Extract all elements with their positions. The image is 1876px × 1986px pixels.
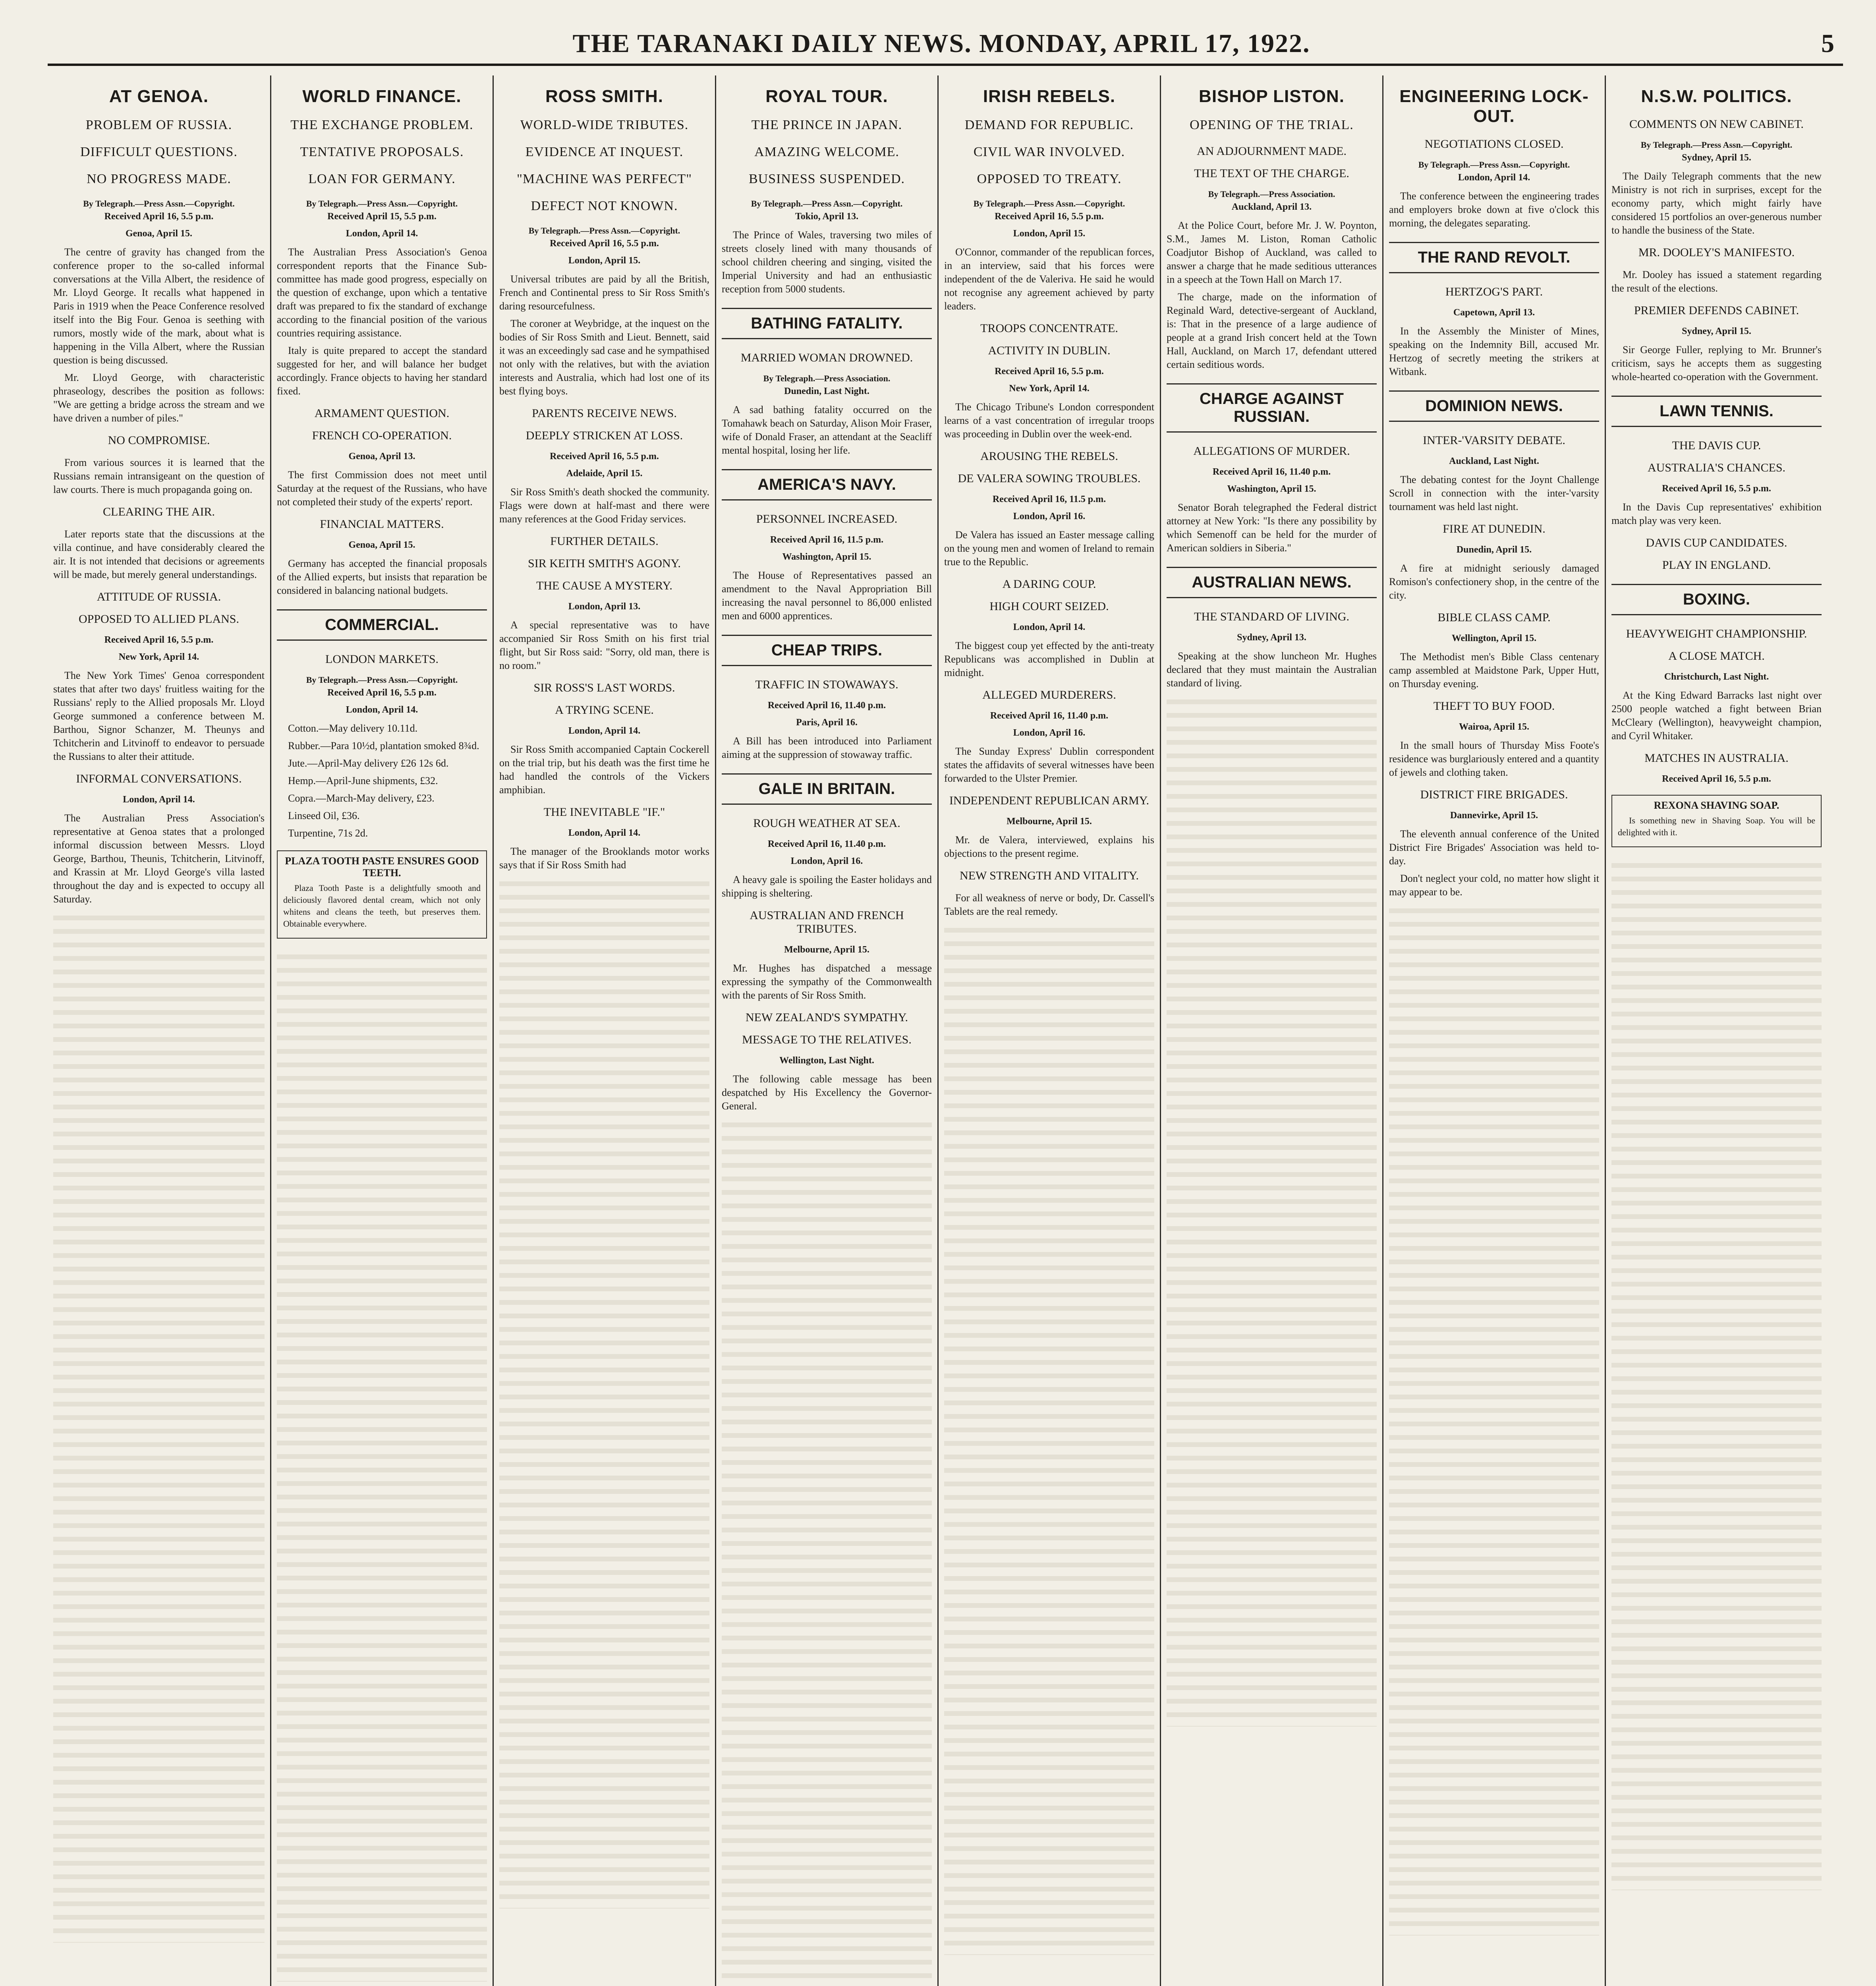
paragraph: The Sunday Express' Dublin correspondent states the affidavits of several witnesses have been forwarded to the Ulster Premier.: [944, 746, 1154, 784]
paragraph: The Daily Telegraph comments that the new Ministry is not rich in surprises, except for the economy party, which might fairly have considered 15 portfolios an over-generous number to handle the business of the State.: [1611, 170, 1822, 236]
section-heading: A CLOSE MATCH.: [1668, 649, 1765, 663]
column-headline: BISHOP LISTON.: [1199, 87, 1345, 106]
section-heading: ATTITUDE OF RUSSIA.: [97, 590, 221, 603]
boxed-headline: CHARGE AGAINST RUSSIAN.: [1167, 383, 1377, 433]
section-heading: INTER-'VARSITY DEBATE.: [1423, 434, 1565, 447]
column-7: [1382, 75, 1605, 1986]
paragraph: Turpentine, 71s 2d.: [288, 827, 368, 839]
section-heading: THE DAVIS CUP.: [1672, 439, 1761, 452]
section-heading: PERSONNEL INCREASED.: [756, 512, 898, 525]
dateline: Sydney, April 13.: [1237, 632, 1306, 643]
dateline: London, April 16.: [790, 856, 863, 866]
dateline: Wellington, April 15.: [1451, 633, 1537, 643]
subheading: DEMAND FOR REPUBLIC.: [964, 118, 1134, 132]
byline: By Telegraph.—Press Assn.—Copyright.: [1418, 160, 1570, 170]
advertisement-heading: PLAZA TOOTH PASTE ENSURES GOOD TEETH.: [285, 855, 479, 879]
dateline: Received April 16, 5.5 p.m.: [1662, 483, 1771, 494]
section-heading: BIBLE CLASS CAMP.: [1437, 611, 1551, 624]
subheading: DEFECT NOT KNOWN.: [531, 199, 678, 213]
masthead: [48, 29, 1835, 64]
subheading: LOAN FOR GERMANY.: [308, 172, 456, 186]
section-heading: MATCHES IN AUSTRALIA.: [1644, 752, 1789, 765]
dateline: Received April 16, 11.40 p.m.: [1212, 467, 1331, 477]
subheading: TENTATIVE PROPOSALS.: [300, 145, 464, 159]
dateline: Tokio, April 13.: [795, 211, 859, 222]
dateline: New York, April 14.: [1009, 383, 1090, 394]
dateline: Received April 15, 5.5 p.m.: [327, 211, 437, 222]
dateline: Sydney, April 15.: [1682, 326, 1751, 336]
continued-text-block: [1167, 694, 1377, 1727]
dateline: Dunedin, April 15.: [1456, 545, 1532, 555]
section-heading: HIGH COURT SEIZED.: [989, 600, 1109, 613]
dateline: London, April 16.: [1013, 728, 1086, 738]
dateline: London, April 14.: [1458, 172, 1530, 183]
subheading: OPPOSED TO TREATY.: [977, 172, 1122, 186]
section-heading: HEAVYWEIGHT CHAMPIONSHIP.: [1626, 627, 1807, 640]
paragraph: At the Police Court, before Mr. J. W. Poynton, S.M., James M. Liston, Roman Catholic Coadjutor Bishop of Auckland, was called to answer a charge that he made seditious utterances in a speech at the Town Hall on March 17.: [1167, 220, 1377, 285]
column-headline: ROYAL TOUR.: [765, 87, 888, 106]
dateline: Received April 16, 5.5 p.m.: [327, 688, 437, 698]
column-1: [48, 75, 270, 1986]
paragraph: Jute.—April-May delivery £26 12s 6d.: [288, 757, 449, 769]
section-heading: PLAY IN ENGLAND.: [1662, 558, 1771, 572]
section-heading: THE INEVITABLE "IF.": [543, 806, 665, 819]
section-heading: SIR ROSS'S LAST WORDS.: [533, 681, 675, 694]
byline: By Telegraph.—Press Association.: [763, 373, 891, 383]
section-heading: A TRYING SCENE.: [555, 703, 654, 717]
dateline: Received April 16, 11.5 p.m.: [992, 494, 1106, 504]
boxed-headline: CHEAP TRIPS.: [722, 635, 932, 666]
masthead-title: THE TARANAKI DAILY NEWS. MONDAY, APRIL 17, 1922.: [572, 29, 1310, 58]
section-heading: ALLEGATIONS OF MURDER.: [1193, 444, 1350, 458]
paragraph: Rubber.—Para 10½d, plantation smoked 8¾d.: [288, 740, 479, 752]
boxed-headline: AUSTRALIAN NEWS.: [1167, 567, 1377, 598]
section-heading: MESSAGE TO THE RELATIVES.: [742, 1033, 912, 1046]
dateline: London, April 15.: [568, 255, 641, 266]
continued-text-block: [722, 1117, 932, 1986]
paragraph: A heavy gale is spoiling the Easter holidays and shipping is sheltering.: [722, 874, 932, 899]
continued-text-block: [944, 922, 1154, 1955]
byline: By Telegraph.—Press Assn.—Copyright.: [306, 675, 458, 685]
dateline: Received April 16, 5.5 p.m.: [104, 211, 214, 222]
dateline: Received April 16, 11.5 p.m.: [770, 535, 884, 545]
dateline: Wairoa, April 15.: [1459, 722, 1529, 732]
subheading: NO PROGRESS MADE.: [87, 172, 231, 186]
section-heading: NEGOTIATIONS CLOSED.: [1424, 137, 1564, 151]
section-heading: COMMENTS ON NEW CABINET.: [1629, 118, 1804, 131]
section-heading: INFORMAL CONVERSATIONS.: [76, 772, 242, 785]
section-heading: AUSTRALIA'S CHANCES.: [1647, 461, 1786, 474]
dateline: Received April 16, 5.5 p.m.: [104, 635, 214, 645]
section-heading: THE STANDARD OF LIVING.: [1194, 610, 1349, 623]
paragraph: Mr. Dooley has issued a statement regarding the result of the elections.: [1611, 269, 1822, 294]
continued-text-block: [1611, 858, 1822, 1890]
advertisement: [277, 850, 487, 939]
dateline: London, April 13.: [568, 601, 641, 612]
byline: By Telegraph.—Press Assn.—Copyright.: [306, 199, 458, 209]
paragraph: A special representative was to have accompanied Sir Ross Smith on his first trial flight, but Sir Ross said: "Sorry, old man, there is no room.": [499, 619, 709, 671]
dateline: New York, April 14.: [118, 652, 199, 662]
paragraph: The charge, made on the information of Reginald Ward, detective-sergeant of Auckland, is: That in the presence of a large audience of people at a grand Irish concert held at the Town Hall, Auckland, on March 17, defendant uttered certain seditious words.: [1167, 291, 1377, 370]
section-heading: FIRE AT DUNEDIN.: [1443, 522, 1546, 535]
section-heading: TROOPS CONCENTRATE.: [980, 322, 1118, 335]
paragraph: The centre of gravity has changed from the conference proper to the so-called informal conversations at the Villa Albert, the residence of Mr. Lloyd George. It recalls what happened in Paris in 1919 when the Peace Conference resolved itself into the Big Four. Genoa is seething with rumors, mostly wide of the mark, about what is happening in the Villa Albert, where the Russian question is being discussed.: [53, 246, 265, 366]
paragraph: The first Commission does not meet until Saturday at the request of the Russians, who have not completed their study of the experts' report.: [277, 469, 487, 508]
advertisement: [1611, 795, 1822, 847]
section-heading: DISTRICT FIRE BRIGADES.: [1420, 788, 1568, 801]
section-heading: INDEPENDENT REPUBLICAN ARMY.: [949, 794, 1150, 807]
boxed-headline: THE RAND REVOLT.: [1389, 242, 1599, 273]
paragraph: The following cable message has been despatched by His Excellency the Governor-General.: [722, 1073, 932, 1112]
advertisement-heading: REXONA SHAVING SOAP.: [1654, 800, 1779, 811]
section-heading: ARMAMENT QUESTION.: [314, 407, 450, 420]
dateline: Melbourne, April 15.: [784, 945, 869, 955]
boxed-headline: AMERICA'S NAVY.: [722, 469, 932, 500]
paragraph: Mr. Lloyd George, with characteristic phraseology, describes the position as follows: "We are getting a bridge across the stream and we have driven a number of piles.": [53, 372, 265, 424]
section-heading: HERTZOG'S PART.: [1445, 285, 1543, 298]
dateline: Genoa, April 13.: [348, 451, 415, 462]
dateline: Auckland, April 13.: [1231, 202, 1312, 212]
subheading: CIVIL WAR INVOLVED.: [973, 145, 1125, 159]
section-heading: A DARING COUP.: [1002, 578, 1096, 591]
section-heading: PREMIER DEFENDS CABINET.: [1634, 304, 1799, 317]
paragraph: The coroner at Weybridge, at the inquest on the bodies of Sir Ross Smith and Lieut. Bennett, said it was an exceedingly sad case and he sympathised not only with the relatives, but with the aviation interests and Australia, which had lost one of its best flying boys.: [499, 318, 709, 397]
byline: By Telegraph.—Press Association.: [1208, 189, 1335, 199]
subheading: OPENING OF THE TRIAL.: [1190, 118, 1354, 132]
section-heading: FRENCH CO-OPERATION.: [312, 429, 452, 442]
paragraph: Sir George Fuller, replying to Mr. Brunner's criticism, says he accepts them as suggesting whole-hearted co-operation with the Government.: [1611, 344, 1822, 383]
section-heading: FURTHER DETAILS.: [550, 535, 659, 548]
paragraph: Linseed Oil, £36.: [288, 810, 360, 821]
section-heading: NO COMPROMISE.: [108, 434, 210, 447]
byline: By Telegraph.—Press Assn.—Copyright.: [973, 199, 1125, 209]
paragraph: The Prince of Wales, traversing two miles of streets closely lined with many thousands of school children cheering and singing, visited the Imperial University and had an enthusiastic reception from 5000 students.: [722, 229, 932, 295]
subheading: THE PRINCE IN JAPAN.: [751, 118, 902, 132]
column-6: [1160, 75, 1382, 1986]
paragraph: Mr. Hughes has dispatched a message expressing the sympathy of the Commonwealth with the parents of Sir Ross Smith.: [722, 962, 932, 1001]
dateline: London, April 16.: [1013, 511, 1086, 522]
paragraph: The biggest coup yet effected by the anti-treaty Republicans was accomplished in Dublin at midnight.: [944, 640, 1154, 678]
section-heading: DEEPLY STRICKEN AT LOSS.: [526, 429, 683, 442]
dateline: London, April 14.: [568, 828, 641, 838]
subheading: EVIDENCE AT INQUEST.: [525, 145, 684, 159]
column-headline: N.S.W. POLITICS.: [1641, 87, 1792, 106]
section-heading: TRAFFIC IN STOWAWAYS.: [755, 678, 898, 691]
paragraph: The Australian Press Association's representative at Genoa states that a prolonged informal discussion between Messrs. Lloyd George, Barthou, Theunis, Tchitcherin, Litvinoff, and Krassin at Mr. Lloyd George's villa lasted throughout the day and is expected to occupy all Saturday.: [53, 812, 265, 905]
paragraph: Germany has accepted the financial proposals of the Allied experts, but insists that reparation be considered in balancing national budgets.: [277, 558, 487, 596]
boxed-headline: GALE IN BRITAIN.: [722, 773, 932, 805]
column-2: [270, 75, 493, 1986]
dateline: London, April 14.: [346, 705, 418, 715]
dateline: Received April 16, 5.5 p.m.: [995, 366, 1104, 377]
section-heading: MARRIED WOMAN DROWNED.: [740, 351, 913, 364]
paragraph: Don't neglect your cold, no matter how slight it may appear to be.: [1389, 873, 1599, 898]
boxed-headline: BATHING FATALITY.: [722, 308, 932, 339]
boxed-headline: LAWN TENNIS.: [1611, 396, 1822, 427]
subheading: THE EXCHANGE PROBLEM.: [290, 118, 473, 132]
dateline: Melbourne, April 15.: [1007, 816, 1092, 827]
continued-text-block: [499, 876, 709, 1909]
column-headline: IRISH REBELS.: [983, 87, 1116, 106]
dateline: Received April 16, 5.5 p.m.: [550, 451, 659, 462]
section-heading: MR. DOOLEY'S MANIFESTO.: [1638, 246, 1795, 259]
paragraph: The manager of the Brooklands motor works says that if Sir Ross Smith had: [499, 846, 709, 871]
column-headline: WORLD FINANCE.: [302, 87, 462, 106]
section-heading: LONDON MARKETS.: [325, 653, 439, 666]
dateline: Sydney, April 15.: [1682, 153, 1751, 163]
paragraph: The House of Representatives passed an amendment to the Naval Appropriation Bill increasing the naval personnel to 86,000 enlisted men and 6000 apprentices.: [722, 570, 932, 622]
masthead-rule: [48, 64, 1843, 66]
continued-text-block: [53, 910, 265, 1943]
subheading: AMAZING WELCOME.: [754, 145, 899, 159]
column-headline: AT GENOA.: [109, 87, 209, 106]
paragraph: The conference between the engineering trades and employers broke down at five o'clock this morning, the delegates separating.: [1389, 190, 1599, 229]
subheading: BUSINESS SUSPENDED.: [748, 172, 905, 186]
dateline: London, April 14.: [1013, 622, 1086, 632]
dateline: Received April 16, 5.5 p.m.: [995, 211, 1104, 222]
paragraph: Universal tributes are paid by all the British, French and Continental press to Sir Ross Smith's daring resourcefulness.: [499, 273, 709, 312]
continued-text-block: [1389, 903, 1599, 1936]
subheading: DIFFICULT QUESTIONS.: [80, 145, 238, 159]
section-heading: AUSTRALIAN AND FRENCH TRIBUTES.: [750, 909, 904, 935]
column-8: [1605, 75, 1827, 1986]
section-heading: ALLEGED MURDERERS.: [982, 688, 1116, 701]
column-3: [493, 75, 715, 1986]
paragraph: Italy is quite prepared to accept the standard suggested for her, and will balance her budget accordingly. France objects to having her standard fixed.: [277, 345, 487, 397]
byline: By Telegraph.—Press Assn.—Copyright.: [83, 199, 235, 209]
section-heading: THE CAUSE A MYSTERY.: [536, 579, 672, 592]
section-heading: AN ADJOURNMENT MADE.: [1197, 145, 1347, 158]
column-headline: ROSS SMITH.: [545, 87, 664, 106]
paragraph: The Chicago Tribune's London correspondent learns of a vast concentration of irregular troops was proceeding in Dublin over the week-end.: [944, 401, 1154, 440]
paragraph: Senator Borah telegraphed the Federal district attorney at New York: "Is there any possibility by which Semenoff can be held for the murder of American soldiers in Siberia.": [1167, 502, 1377, 554]
dateline: London, April 14.: [346, 228, 418, 239]
column-headline: ENGINEERING LOCK-OUT.: [1399, 87, 1589, 126]
dateline: Genoa, April 15.: [348, 540, 415, 550]
section-heading: NEW ZEALAND'S SYMPATHY.: [745, 1011, 908, 1024]
subheading: "MACHINE WAS PERFECT": [516, 172, 692, 186]
section-heading: FINANCIAL MATTERS.: [320, 518, 444, 531]
paragraph: A Bill has been introduced into Parliament aiming at the suppression of stowaway traffic.: [722, 735, 932, 760]
paragraph: In the Davis Cup representatives' exhibition match play was very keen.: [1611, 501, 1822, 526]
paragraph: The debating contest for the Joynt Challenge Scroll in connection with the inter-'varsity tournament was held last night.: [1389, 474, 1599, 512]
paragraph: From various sources it is learned that the Russians remain intransigeant on the question of law courts. There is much propaganda going on.: [53, 457, 265, 495]
dateline: Received April 16, 11.40 p.m.: [990, 711, 1109, 721]
paragraph: The Methodist men's Bible Class centenary camp assembled at Maidstone Park, Upper Hutt, on Thursday evening.: [1389, 651, 1599, 690]
subheading: PROBLEM OF RUSSIA.: [85, 118, 232, 132]
boxed-headline: BOXING.: [1611, 584, 1822, 615]
paragraph: Copra.—March-May delivery, £23.: [288, 792, 435, 804]
dateline: Washington, April 15.: [782, 552, 871, 562]
paragraph: Later reports state that the discussions at the villa continue, and have considerably cleared the air. It is not intended that decisions or agreements will be made, but merely general understandings.: [53, 528, 265, 580]
section-heading: OPPOSED TO ALLIED PLANS.: [79, 612, 239, 626]
dateline: London, April 15.: [1013, 228, 1086, 239]
dateline: Received April 16, 11.40 p.m.: [767, 839, 886, 849]
page-number: 5: [1821, 29, 1835, 58]
dateline: Genoa, April 15.: [125, 228, 192, 239]
paragraph: Sir Ross Smith accompanied Captain Cockerell on the trial trip, but his death was the first time he had handled the controls of the Vickers amphibian.: [499, 744, 709, 796]
dateline: Auckland, Last Night.: [1449, 456, 1539, 466]
boxed-headline: COMMERCIAL.: [277, 609, 487, 641]
paragraph: The New York Times' Genoa correspondent states that after two days' fruitless waiting for the Russians' reply to the Allied proposals Mr. Lloyd George summoned a conference between M. Barthou, Signor Schanzer, M. Theunys and Tchitcherin and Litvinoff to endeavor to persuade the Russians to alter their attitude.: [53, 670, 265, 762]
paragraph: In the small hours of Thursday Miss Foote's residence was burglariously entered and a quantity of jewels and clothing taken.: [1389, 740, 1599, 778]
paragraph: Speaking at the show luncheon Mr. Hughes declared that they must maintain the Australian standard of living.: [1167, 650, 1377, 689]
section-heading: NEW STRENGTH AND VITALITY.: [960, 869, 1139, 882]
byline: By Telegraph.—Press Assn.—Copyright.: [1640, 140, 1793, 150]
dateline: Adelaide, April 15.: [566, 468, 643, 479]
paragraph: Mr. de Valera, interviewed, explains his objections to the present regime.: [944, 834, 1154, 859]
dateline: London, April 14.: [123, 794, 195, 805]
paragraph: The Australian Press Association's Genoa correspondent reports that the Finance Sub-committee has made good progress, especially on the question of exchange, upon which a tentative draft was prepared to fix the standard of exchange according to the financial position of the various countries requiring assistance.: [277, 246, 487, 339]
section-heading: THEFT TO BUY FOOD.: [1433, 699, 1555, 713]
dateline: Received April 16, 5.5 p.m.: [1662, 774, 1771, 784]
section-heading: DAVIS CUP CANDIDATES.: [1646, 536, 1787, 549]
section-heading: PARENTS RECEIVE NEWS.: [532, 407, 677, 420]
boxed-headline: DOMINION NEWS.: [1389, 390, 1599, 422]
paragraph: O'Connor, commander of the republican forces, in an interview, said that his forces were independent of the de Valeriva. He said he would not recognise any agreement achieved by party leaders.: [944, 246, 1154, 312]
advertisement-text: Is something new in Shaving Soap. You will be delighted with it.: [1618, 815, 1815, 837]
paragraph: Sir Ross Smith's death shocked the community. Flags were down at half-mast and there were many references at the Good Friday services.: [499, 486, 709, 525]
section-heading: THE TEXT OF THE CHARGE.: [1194, 167, 1349, 180]
continued-text-block: [277, 949, 487, 1982]
section-heading: DE VALERA SOWING TROUBLES.: [958, 472, 1141, 485]
section-heading: AROUSING THE REBELS.: [980, 450, 1118, 463]
dateline: Paris, April 16.: [796, 717, 858, 728]
section-heading: ACTIVITY IN DUBLIN.: [988, 344, 1111, 357]
paragraph: The eleventh annual conference of the United District Fire Brigades' Association was held to-day.: [1389, 828, 1599, 867]
paragraph: Hemp.—April-June shipments, £32.: [288, 775, 438, 786]
byline: By Telegraph.—Press Assn.—Copyright.: [751, 199, 903, 209]
paragraph: A sad bathing fatality occurred on the Tomahawk beach on Saturday, Alison Moir Fraser, wife of Donald Fraser, an attendant at the Seacliff mental hospital, losing her life.: [722, 404, 932, 456]
dateline: Received April 16, 11.40 p.m.: [767, 700, 886, 711]
paragraph: A fire at midnight seriously damaged Romison's confectionery shop, in the centre of the city.: [1389, 562, 1599, 601]
dateline: Washington, April 15.: [1227, 484, 1316, 494]
dateline: Christchurch, Last Night.: [1664, 672, 1769, 682]
paragraph: At the King Edward Barracks last night over 2500 people watched a fight between Brian McCleary (Wellington), heavyweight champion, and Cyril Whitaker.: [1611, 690, 1822, 742]
column-4: [715, 75, 937, 1986]
dateline: London, April 14.: [568, 726, 641, 736]
paragraph: De Valera has issued an Easter message calling on the young men and women of Ireland to remain true to the Republic.: [944, 529, 1154, 568]
advertisement-text: Plaza Tooth Paste is a delightfully smooth and deliciously flavored dental cream, which not only whitens and cleans the teeth, but preserves them. Obtainable everywhere.: [283, 883, 481, 929]
dateline: Dunedin, Last Night.: [784, 386, 869, 396]
paragraph: For all weakness of nerve or body, Dr. Cassell's Tablets are the real remedy.: [944, 892, 1154, 917]
section-heading: CLEARING THE AIR.: [103, 505, 215, 518]
paragraph: Cotton.—May delivery 10.11d.: [288, 723, 418, 734]
dateline: Capetown, April 13.: [1453, 307, 1535, 318]
dateline: Dannevirke, April 15.: [1450, 810, 1538, 821]
dateline: Wellington, Last Night.: [779, 1055, 874, 1066]
byline: By Telegraph.—Press Assn.—Copyright.: [528, 226, 680, 236]
section-heading: ROUGH WEATHER AT SEA.: [753, 817, 900, 830]
subheading: WORLD-WIDE TRIBUTES.: [520, 118, 689, 132]
dateline: Received April 16, 5.5 p.m.: [550, 238, 659, 249]
column-5: [937, 75, 1160, 1986]
section-heading: SIR KEITH SMITH'S AGONY.: [528, 557, 681, 570]
paragraph: In the Assembly the Minister of Mines, speaking on the Indemnity Bill, accused Mr. Hertzog of secretly meeting the strikers at Witbank.: [1389, 325, 1599, 377]
